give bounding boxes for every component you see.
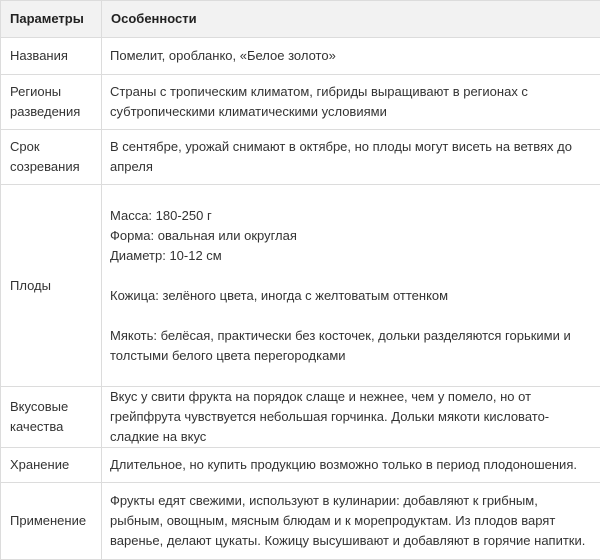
param-cell: Хранение xyxy=(1,448,102,483)
fruit-mass: Масса: 180-250 г xyxy=(110,206,592,226)
desc-cell xyxy=(102,483,600,560)
table-row-fruits xyxy=(1,185,600,387)
desc-text: Помелит, оробланко, «Белое золото» xyxy=(110,46,592,66)
table-row-taste xyxy=(1,387,600,448)
fruit-diameter: Диаметр: 10-12 см xyxy=(110,246,592,266)
param-cell: Названия xyxy=(1,38,102,75)
param-cell: Регионы разведения xyxy=(1,75,102,130)
desc-text: Длительное, но купить продукцию возможно только в период плодоношения. xyxy=(110,455,592,475)
desc-text: Вкус у свити фрукта на порядок слаще и нежнее, чем у помело, но от грейпфрута чувствуется небольшая горчинка. Дольки мякоти кисловато-сладкие на вкус xyxy=(110,387,592,447)
table-row-ripening xyxy=(1,130,600,185)
table-row-storage xyxy=(1,448,600,483)
desc-cell xyxy=(102,130,600,185)
desc-cell xyxy=(102,75,600,130)
desc-text: Страны с тропическим климатом, гибриды выращивают в регионах с субтропическими климатическими условиями xyxy=(110,82,592,122)
param-cell: Плоды xyxy=(1,185,102,387)
spacer xyxy=(110,266,592,286)
table-header-row xyxy=(1,1,600,38)
param-cell: Вкусовые качества xyxy=(1,387,102,448)
table-row-names xyxy=(1,38,600,75)
desc-cell xyxy=(102,387,600,448)
desc-cell xyxy=(102,38,600,75)
param-cell: Применение xyxy=(1,483,102,560)
table-row-usage xyxy=(1,483,600,560)
param-cell: Срок созревания xyxy=(1,130,102,185)
fruit-shape: Форма: овальная или округлая xyxy=(110,226,592,246)
table-row-regions xyxy=(1,75,600,130)
desc-cell xyxy=(102,185,600,387)
spacer xyxy=(110,306,592,326)
fruit-pulp: Мякоть: белёсая, практически без косточек, дольки разделяются горькими и толстыми белого цвета перегородками xyxy=(110,326,592,366)
fruit-skin: Кожица: зелёного цвета, иногда с желтоватым оттенком xyxy=(110,286,592,306)
header-features: Особенности xyxy=(102,1,600,38)
desc-text: Фрукты едят свежими, используют в кулинарии: добавляют к грибным, рыбным, овощным, мясным блюдам и к морепродуктам. Из плодов варят варенье, делают цукаты. Кожицу высушивают и добавляют в горячие напитки. xyxy=(110,491,592,551)
desc-text: В сентябре, урожай снимают в октябре, но плоды могут висеть на ветвях до апреля xyxy=(110,137,592,177)
desc-cell xyxy=(102,448,600,483)
header-params: Параметры xyxy=(1,1,102,38)
